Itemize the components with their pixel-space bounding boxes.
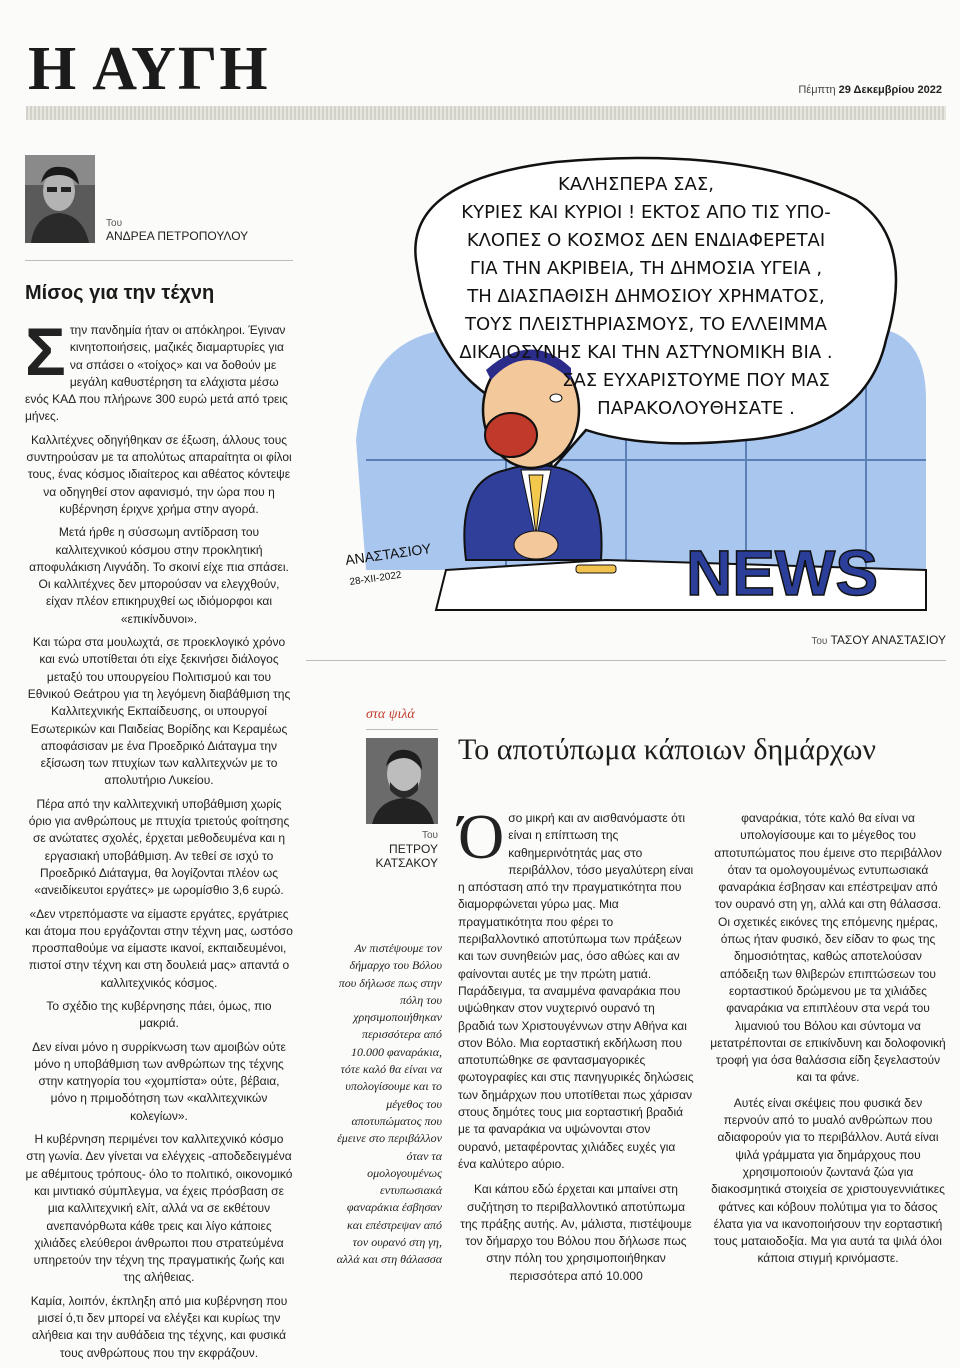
drop-cap: Ό [458, 801, 505, 872]
paragraph: Η κυβέρνηση περιμένει τον καλλιτεχνικό κόσμο στη γωνία. Δεν γίνεται να ελέγχεις -αποδεδειγμένα με αθέμιτους τρόπους- όλο το πολιτικό, οικονομικό και μιντιακό σύμπλεγμα, να έχεις πρόσβαση σε μια καλλιτεχνική ελίτ, αλλά να σε εκθέτουν ανεπανόρθωτα κάθε τρεις και λίγο κάποιες χιλιάδες ελεύθεροι άνθρωποι που στρατεύμένα υπηρετούν την τέχνη της πραγματικής ζωής και της αλήθειας. [25, 1132, 293, 1285]
bubble-line: ΚΛΟΠΕΣ Ο ΚΟΣΜΟΣ ΔΕΝ ΕΝΔΙΑΦΕΡΕΤΑΙ [466, 230, 826, 251]
date-day: 29 Δεκεμβρίου 2022 [838, 84, 942, 96]
bubble-line: ΣΑΣ ΕΥΧΑΡΙΣΤΟΥΜΕ ΠΟΥ ΜΑΣ [562, 370, 830, 391]
article-title: Μίσος για την τέχνη [25, 282, 215, 304]
article-column [710, 810, 946, 1276]
paragraph: Καμία, λοιπόν, έκπληξη από μια κυβέρνηση που μισεί ό,τι δεν μπορεί να ελέγξει και κυρίως την αλήθεια και την αυθάδεια της τέχνης, και φυσικά τους ανθρώπους που την εκφράζουν. [30, 1293, 288, 1360]
credit-prefix: Του [811, 636, 828, 647]
paragraph: Καλλιτέχνες οδηγήθηκαν σε έξωση, άλλους τους συντηρούσαν με τα απολύτως απαραίτητα οι φίλοι τους, ένας κόσμος ιδιαίτερος και αθέατος κόντεψε να οδηγηθεί στον αφανισμό, την ώρα που η κυβέρνηση έριχνε χρήμα στην αγορά. [26, 432, 292, 516]
paragraph: Και τώρα στα μουλωχτά, σε προεκλογικό χρόνο και ενώ υποτίθεται ότι είχε ξεκινήσει διάλογος μεταξύ του υπουργείου Πολιτισμού και του Εθνικού Θεάτρου για τη λεγόμενη διαβάθμιση της Καλλιτεχνικής Εκπαίδευσης, οι υπουργοί Εσωτερικών και Παιδείας Βορίδης και Κεραμέως αποφάσισαν με ένα Προεδρικό Διάταγμα την εξίσωση των πτυχίων των καλλιτεχνών με το απολυτήριο Λυκείου. [27, 635, 291, 788]
divider [25, 260, 293, 261]
cartoon-signature: ΑΝΑΣΤΑΣΙΟΥ [344, 540, 433, 568]
byline-prefix: Του [106, 218, 123, 229]
byline-author: ΑΝΔΡΕΑ ΠΕΤΡΟΠΟΥΛΟΥ [106, 229, 249, 243]
section-kicker: στα ψιλά [366, 707, 415, 722]
bubble-line: ΓΙΑ ΤΗΝ ΑΚΡΙΒΕΙΑ, ΤΗ ΔΗΜΟΣΙΑ ΥΓΕΙΑ , [469, 258, 823, 279]
paragraph: σο μικρή και αν αισθανόμαστε ότι είναι η επίπτωση της καθημερινότητάς μας στο περιβάλλον, τόσο μεγαλύτερη είναι η απόσταση από την πραγματικότητα που διαμορφώνεται γύρω μας. Μια πραγματικότητα που φέρει το περιβαλλοντικό αποτύπωμα των πράξεων και των συνηθειών μας, όσο αθώες και αν φαίνονται αυτές με την πρώτη ματιά. Παράδειγμα, τα αναμμένα φαναράκια που υψώθηκαν στον νυχτερινό ουρανό τη βραδιά των Χριστουγέννων στην Αθήνα και στον Βόλο. Μια εορταστική εκδήλωση που αποτυπώθηκε σε φαντασμαγορικές φωτογραφίες και στις πανηγυρικές δηλώσεις των δημάρχων που υποτίθεται πως χάρισαν στους δημότες τους μια εορταστική βραδιά με τα φαναράκια να υψώνονται στον ουρανό, μεταφέροντας χιλιάδες ευχές για ένα καλύτερο αύριο. [458, 811, 694, 1171]
cartoon-signature-date: 28-ΧΙΙ-2022 [348, 569, 403, 588]
article-title: Το αποτύπωμα κάποιων δημάρχων [458, 733, 876, 766]
bubble-line: ΚΥΡΙΕΣ ΚΑΙ ΚΥΡΙΟΙ ! ΕΚΤΟΣ ΑΠΟ ΤΙΣ ΥΠΟ- [461, 202, 831, 223]
paragraph: την πανδημία ήταν οι απόκληροι. Έγιναν κινητοποιήσεις, μαζικές διαμαρτυρίες για να σπάσει ο «τοίχος» και να δοθούν με μεγάλη καθυστέρηση τα ελάχιστα μέσω ενός ΚΑΔ που πλήρωνε 300 ευρώ μετά από τρεις μήνες. [25, 323, 288, 424]
author-photo [25, 155, 95, 243]
byline-author-last: ΚΑΤΣΑΚΟΥ [375, 856, 438, 870]
bubble-line: ΤΟΥΣ ΠΛΕΙΣΤΗΡΙΑΣΜΟΥΣ, ΤΟ ΕΛΛΕΙΜΜΑ [465, 314, 827, 335]
paragraph: Και κάπου εδώ έρχεται και μπαίνει στη συζήτηση το περιβαλλοντικό αποτύπωμα της πράξης αυτής. Αν, μάλιστα, πιστέψουμε τον δήμαρχο του Βόλου που δήλωσε πως στην πόλη του χρησιμοποιήθηκαν περισσότερα από 10.000 [460, 1182, 692, 1283]
masthead-rule [26, 106, 946, 120]
bubble-line: ΠΑΡΑΚΟΛΟΥΘΗΣΑΤΕ . [597, 398, 795, 419]
cartoon-news-label: NEWS [686, 537, 878, 609]
cartoon-credit [811, 633, 946, 647]
issue-date [798, 84, 942, 96]
paragraph: «Δεν ντρεπόμαστε να είμαστε εργάτες, εργάτριες και άτομα που εργάζονται στην τέχνη μας, ωστόσο προσπαθούμε να είμαστε ικανοί, εκπαιδευμένοι, πιστοί στην τέχνη και στη δουλειά μας» απαντά ο καλλιτεχνικός κόσμος. [25, 906, 293, 990]
bubble-line: ΔΙΚΑΙΟΣΥΝΗΣ ΚΑΙ ΤΗΝ ΑΣΤΥΝΟΜΙΚΗ ΒΙΑ . [459, 342, 833, 363]
bubble-line: ΤΗ ΔΙΑΣΠΑΘΙΣΗ ΔΗΜΟΣΙΟΥ ΧΡΗΜΑΤΟΣ, [467, 286, 825, 307]
author-photo [366, 738, 438, 824]
article-body [25, 314, 293, 1368]
byline-prefix: Του [421, 830, 438, 841]
drop-cap: Σ [25, 314, 66, 390]
bubble-line: ΚΑΛΗΣΠΕΡΑ ΣΑΣ, [558, 174, 714, 195]
credit-name: ΤΑΣΟΥ ΑΝΑΣΤΑΣΙΟΥ [830, 633, 946, 647]
byline-author-first: ΠΕΤΡΟΥ [389, 842, 438, 856]
paragraph: Αυτές είναι σκέψεις που φυσικά δεν περνούν από το μυαλό ανθρώπων που αδιαφορούν για το περιβάλλον. Αυτά είναι ψιλά γράμματα για δημάρχους που χρησιμοποιούν ζωντανά ζώα για διακοσμητικά στοιχεία σε χριστουγεννιάτικες φάτνες και κόβουν πολύτιμα για το δάσος έλατα για να ικανοποιήσουν την εορταστική τους ματαιοδοξία. Μα για αυτά τα ψιλά όλοι κάποια στιγμή κρινόμαστε. [711, 1095, 945, 1266]
article-column [458, 801, 694, 1293]
paragraph: Πέρα από την καλλιτεχνική υποβάθμιση χωρίς όριο για ανθρώπους με πτυχία τριετούς φοίτησης σε ανώτατες σχολές, έρχεται μεθοδευμένα και η εργασιακή υποβάθμιση. Αν τεθεί σε ισχύ το Προεδρικό Διάταγμα, θα λογίζονται πλέον ως «ανειδίκευτοι εργάτες» με ωρομίσθιο 3,6 ευρώ. [28, 796, 290, 898]
pull-quote: Αν πιστέψουμε τον δήμαρχο του Βόλου που δήλωσε πως στην πόλη του χρησιμοποιήθηκαν περισσότερα από 10.000 φαναράκια, τότε καλό θα είναι να υπολογίσουμε και το μέγεθος του αποτυπώματος που έμεινε στο περιβάλλον όταν τα ομολογουμένως εντυπωσιακά φαναράκια έσβησαν και επέστρεψαν από τον ουρανό στη γη, αλλά και στη θάλασσα [336, 941, 442, 1267]
masthead-title: Η ΑΥΓΗ [28, 35, 270, 103]
divider [366, 729, 438, 730]
paragraph: Δεν είναι μόνο η συρρίκνωση των αμοιβών ούτε μόνο η υποβάθμιση των ανθρώπων της τέχνης στην κατηγορία του «χομπίστα» ούτε, βέβαια, μόνο η πριμοδότηση των «καλλιτεχνικών κολεγίων». [32, 1039, 286, 1123]
divider [306, 660, 946, 661]
editorial-cartoon [326, 140, 946, 630]
date-weekday: Πέμπτη [798, 84, 836, 96]
paragraph: Μετά ήρθε η σύσσωμη αντίδραση του καλλιτεχνικού κόσμου στην προκλητική αποφυλάκιση Λιγνάδη. Το σκοινί είχε πια σπάσει. Οι καλλιτέχνες δεν μπορούσαν να ελεγχθούν, είχαν πλέον επικηρυχθεί ως ιδιόμορφοι και «επικίνδυνοι». [29, 525, 289, 626]
paragraph: φαναράκια, τότε καλό θα είναι να υπολογίσουμε και το μέγεθος του αποτυπώματος που έμεινε στο περιβάλλον όταν τα ομολογουμένως εντυπωσιακά φαναράκια έσβησαν και επέστρεψαν από τον ουρανό στη γη, αλλά και στη θάλασσα. Οι σχετικές εικόνες της επόμενης ημέρας, όπως ήταν φυσικό, δεν είδαν το φως της δημοσιότητας, καθώς αποτελούσαν απόδειξη των θλιβερών επιπτώσεων του εορταστικού δρώμενου με τα χιλιάδες φαναράκια να επιπλέουν στα νερά του λιμανιού του Βόλου και σύντομα να μετατρέπονται σε επικίνδυνη και δολοφονική τροφή για όσα θαλάσσια είδη ξεγελαστούν και τα φάνε. [710, 811, 946, 1085]
byline-author [366, 842, 438, 870]
paragraph: Το σχέδιο της κυβέρνησης πάει, όμως, πιο μακριά. [46, 998, 272, 1031]
